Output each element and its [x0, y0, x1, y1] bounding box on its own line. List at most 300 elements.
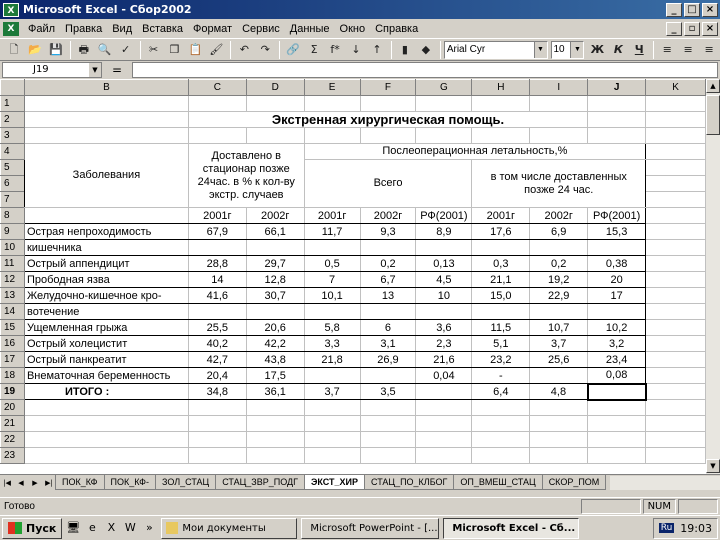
empty-cell[interactable]: [530, 448, 588, 464]
data-cell[interactable]: [304, 368, 360, 384]
chevron-down-icon[interactable]: ▼: [570, 42, 583, 58]
empty-cell[interactable]: [360, 400, 416, 416]
data-cell[interactable]: [304, 240, 360, 256]
column-header[interactable]: D: [246, 80, 304, 96]
data-cell[interactable]: 0,2: [530, 256, 588, 272]
data-cell[interactable]: 28,8: [188, 256, 246, 272]
empty-cell[interactable]: [530, 416, 588, 432]
empty-cell[interactable]: [24, 416, 188, 432]
font-size-value: 10: [553, 43, 565, 55]
header-late[interactable]: в том числе доставленных позже 24 час.: [472, 160, 646, 208]
data-cell[interactable]: [588, 304, 646, 320]
year-header[interactable]: 2001г: [188, 208, 246, 224]
row-header[interactable]: 3: [1, 128, 25, 144]
font-name-value: Arial Cyr: [446, 43, 486, 55]
empty-cell[interactable]: [360, 416, 416, 432]
equals-button[interactable]: =: [111, 63, 123, 77]
table-row: [1, 256, 706, 272]
copy-icon[interactable]: ❐: [169, 42, 180, 56]
data-cell[interactable]: [530, 368, 588, 384]
sheet-tab[interactable]: ПОК_КФ: [55, 475, 105, 490]
last-sheet-icon[interactable]: ▶|: [45, 478, 53, 487]
new-icon[interactable]: 🗋: [9, 42, 19, 56]
underline-button[interactable]: Ч: [634, 42, 644, 56]
empty-cell[interactable]: [646, 432, 706, 448]
maximize-button[interactable]: □: [684, 3, 700, 17]
minimize-button[interactable]: _: [666, 3, 682, 17]
desktop-icon[interactable]: 🖥: [66, 521, 81, 534]
disease-name[interactable]: Ущемленная грыжа: [24, 320, 188, 336]
empty-cell[interactable]: [472, 416, 530, 432]
data-cell[interactable]: 40,2: [188, 336, 246, 352]
row-header[interactable]: 2: [1, 112, 25, 128]
total-cell[interactable]: 36,1: [246, 384, 304, 400]
data-cell[interactable]: 12,8: [246, 272, 304, 288]
sort-asc-icon[interactable]: ↓: [351, 42, 361, 56]
doc-close-button[interactable]: ×: [702, 22, 718, 36]
data-rows: [1, 224, 706, 384]
disease-name[interactable]: Острый холецистит: [24, 336, 188, 352]
italic-button[interactable]: К: [613, 42, 623, 56]
data-cell[interactable]: 0,2: [360, 256, 416, 272]
empty-cell[interactable]: [588, 448, 646, 464]
clock[interactable]: 19:03: [680, 521, 712, 535]
row-header[interactable]: 10: [1, 240, 25, 256]
windows-flag-icon: [8, 522, 22, 534]
empty-cell[interactable]: [416, 416, 472, 432]
column-header[interactable]: J: [588, 80, 646, 96]
column-header[interactable]: G: [416, 80, 472, 96]
start-label: Пуск: [26, 521, 57, 535]
menu-insert[interactable]: Вставка: [142, 22, 184, 35]
bold-button[interactable]: Ж: [590, 42, 605, 56]
sheet-tab[interactable]: СТАЦ_ПО_КЛБОГ: [364, 475, 454, 490]
sheet-tab[interactable]: СТАЦ_ЗВР_ПОДГ: [215, 475, 305, 490]
row-header[interactable]: 19: [1, 384, 25, 400]
empty-cell[interactable]: [588, 432, 646, 448]
data-cell[interactable]: [188, 304, 246, 320]
data-cell[interactable]: 0,08: [588, 368, 646, 384]
paste-icon[interactable]: 📋: [188, 42, 203, 56]
undo-icon[interactable]: ↶: [239, 42, 249, 56]
sheet-tabs-bar: [0, 474, 720, 490]
standard-toolbar: [0, 38, 720, 61]
close-button[interactable]: ×: [702, 3, 718, 17]
year-header[interactable]: 2002г: [246, 208, 304, 224]
data-cell[interactable]: [472, 304, 530, 320]
scroll-down-icon[interactable]: ▼: [706, 459, 720, 473]
data-cell[interactable]: 17: [588, 288, 646, 304]
empty-cell[interactable]: [360, 448, 416, 464]
align-left-icon[interactable]: ≡: [662, 42, 672, 56]
empty-cell[interactable]: [416, 448, 472, 464]
ie-icon[interactable]: e: [88, 521, 96, 534]
menu-tools[interactable]: Сервис: [242, 22, 280, 35]
year-header[interactable]: 2001г: [472, 208, 530, 224]
empty-cell[interactable]: [246, 400, 304, 416]
preview-icon[interactable]: 🔍: [97, 42, 112, 56]
function-icon[interactable]: f*: [330, 42, 340, 56]
disease-name[interactable]: вотечение: [24, 304, 188, 320]
print-icon[interactable]: 🖶: [78, 42, 89, 56]
empty-cell[interactable]: [304, 448, 360, 464]
data-cell[interactable]: 0,38: [588, 256, 646, 272]
empty-rows: [1, 400, 706, 464]
total-cell[interactable]: [416, 384, 472, 400]
column-header[interactable]: C: [188, 80, 246, 96]
row-header[interactable]: 14: [1, 304, 25, 320]
empty-cell[interactable]: [246, 416, 304, 432]
sum-icon[interactable]: Σ: [310, 42, 318, 56]
empty-cell[interactable]: [246, 432, 304, 448]
status-text: Готово: [4, 501, 35, 512]
system-tray: [653, 518, 718, 539]
start-button[interactable]: [2, 518, 62, 539]
data-cell[interactable]: 6: [360, 320, 416, 336]
total-cell[interactable]: 34,8: [188, 384, 246, 400]
empty-cell[interactable]: [360, 432, 416, 448]
header-delivered[interactable]: Доставлено в стационар позже 24час. в % к кол-ву экстр. случаев: [188, 144, 304, 208]
table-row: [1, 288, 706, 304]
formula-bar: [0, 61, 720, 79]
data-cell[interactable]: 14: [188, 272, 246, 288]
data-cell[interactable]: 42,2: [246, 336, 304, 352]
empty-cell[interactable]: [188, 400, 246, 416]
data-cell[interactable]: 26,9: [360, 352, 416, 368]
data-cell[interactable]: 22,9: [530, 288, 588, 304]
data-cell[interactable]: 17,5: [246, 368, 304, 384]
taskbar-powerpoint[interactable]: [301, 518, 439, 539]
data-cell[interactable]: 17,6: [472, 224, 530, 240]
data-cell[interactable]: 13: [360, 288, 416, 304]
row-header[interactable]: 8: [1, 208, 25, 224]
empty-cell[interactable]: [188, 448, 246, 464]
menu-file[interactable]: Файл: [28, 22, 56, 35]
sheet-tabs: [56, 475, 606, 490]
data-cell[interactable]: 6,7: [360, 272, 416, 288]
column-header[interactable]: H: [472, 80, 530, 96]
window-title: Microsoft Excel - Сбор2002: [23, 3, 192, 16]
empty-cell[interactable]: [646, 448, 706, 464]
table-row: [1, 272, 706, 288]
menu-window[interactable]: Окно: [339, 22, 366, 35]
data-cell[interactable]: [416, 240, 472, 256]
disease-name[interactable]: кишечника: [24, 240, 188, 256]
data-cell[interactable]: [246, 304, 304, 320]
name-box-value: J19: [33, 64, 49, 75]
data-cell[interactable]: [416, 304, 472, 320]
data-cell[interactable]: 43,8: [246, 352, 304, 368]
row-header[interactable]: 16: [1, 336, 25, 352]
disease-name[interactable]: Острый аппендицит: [24, 256, 188, 272]
formula-input[interactable]: [132, 62, 718, 78]
column-header[interactable]: B: [24, 80, 188, 96]
menu-bar: [0, 19, 720, 38]
row-header[interactable]: 4: [1, 144, 25, 160]
data-cell[interactable]: 3,3: [304, 336, 360, 352]
first-sheet-icon[interactable]: |◀: [3, 478, 11, 487]
row-header[interactable]: 17: [1, 352, 25, 368]
doc-restore-button[interactable]: ▫: [684, 22, 700, 36]
empty-cell[interactable]: [646, 416, 706, 432]
table-row: [1, 352, 706, 368]
row-header[interactable]: 18: [1, 368, 25, 384]
data-cell[interactable]: 20,6: [246, 320, 304, 336]
scroll-thumb[interactable]: [706, 95, 720, 135]
worksheet-grid[interactable]: [0, 79, 706, 474]
empty-cell[interactable]: [24, 432, 188, 448]
table-row: [1, 368, 706, 384]
empty-cell[interactable]: [472, 432, 530, 448]
data-cell[interactable]: 3,2: [588, 336, 646, 352]
data-cell[interactable]: 25,6: [530, 352, 588, 368]
data-cell[interactable]: 15,0: [472, 288, 530, 304]
data-cell[interactable]: 0,13: [416, 256, 472, 272]
row-header[interactable]: 11: [1, 256, 25, 272]
folder-icon: [166, 522, 178, 534]
taskbar-button-label: Мои документы: [182, 522, 266, 534]
column-header[interactable]: K: [646, 80, 706, 96]
disease-name[interactable]: Прободная язва: [24, 272, 188, 288]
horizontal-scrollbar[interactable]: [610, 476, 720, 490]
data-cell[interactable]: [360, 304, 416, 320]
row-header[interactable]: 22: [1, 432, 25, 448]
data-cell[interactable]: 21,1: [472, 272, 530, 288]
empty-cell[interactable]: [646, 400, 706, 416]
menu-help[interactable]: Справка: [375, 22, 419, 35]
data-cell[interactable]: [246, 240, 304, 256]
row-header[interactable]: 6: [1, 176, 25, 192]
word-quicklaunch-icon[interactable]: W: [124, 521, 136, 534]
sort-desc-icon[interactable]: ↑: [372, 42, 382, 56]
sheet-tab[interactable]: ОП_ВМЕШ_СТАЦ: [453, 475, 542, 490]
data-cell[interactable]: 10,7: [530, 320, 588, 336]
selected-cell[interactable]: [588, 384, 646, 400]
align-center-icon[interactable]: ≡: [683, 42, 693, 56]
font-size-select[interactable]: [551, 41, 585, 59]
empty-cell[interactable]: [188, 416, 246, 432]
data-cell[interactable]: 10: [416, 288, 472, 304]
column-header[interactable]: F: [360, 80, 416, 96]
data-cell[interactable]: 2,3: [416, 336, 472, 352]
row-header[interactable]: 13: [1, 288, 25, 304]
table-row: [1, 224, 706, 240]
chevron-down-icon[interactable]: ▼: [534, 42, 547, 58]
data-cell[interactable]: 11,7: [304, 224, 360, 240]
menu-data[interactable]: Данные: [289, 22, 330, 35]
data-cell[interactable]: 5,8: [304, 320, 360, 336]
column-header[interactable]: E: [304, 80, 360, 96]
data-cell[interactable]: 19,2: [530, 272, 588, 288]
data-cell[interactable]: 21,6: [416, 352, 472, 368]
empty-cell[interactable]: [188, 432, 246, 448]
data-cell[interactable]: 66,1: [246, 224, 304, 240]
num-lock-indicator: NUM: [643, 499, 676, 514]
save-icon[interactable]: 💾: [48, 42, 63, 56]
sheet-tab[interactable]: ЗОЛ_СТАЦ: [155, 475, 216, 490]
data-cell[interactable]: 3,1: [360, 336, 416, 352]
empty-cell[interactable]: [472, 448, 530, 464]
empty-cell[interactable]: [588, 400, 646, 416]
taskbar-my-documents[interactable]: [161, 518, 297, 539]
data-cell[interactable]: 67,9: [188, 224, 246, 240]
data-cell[interactable]: 20,4: [188, 368, 246, 384]
data-cell[interactable]: 15,3: [588, 224, 646, 240]
empty-cell[interactable]: [588, 416, 646, 432]
menu-view[interactable]: Вид: [112, 22, 133, 35]
data-cell[interactable]: 5,1: [472, 336, 530, 352]
chevron-right-icon[interactable]: »: [146, 521, 153, 534]
empty-cell[interactable]: [304, 416, 360, 432]
font-name-select[interactable]: [444, 41, 548, 59]
table-row: [1, 304, 706, 320]
format-painter-icon[interactable]: 🖌: [209, 42, 224, 56]
total-label[interactable]: ИТОГО :: [24, 384, 188, 400]
sheet-title[interactable]: Экстренная хирургическая помощь.: [188, 112, 587, 128]
sheet-tab[interactable]: ЭКСТ_ХИР: [304, 475, 365, 490]
data-cell[interactable]: 3,7: [530, 336, 588, 352]
table-row: [1, 320, 706, 336]
data-cell[interactable]: 0,5: [304, 256, 360, 272]
redo-icon[interactable]: ↷: [260, 42, 270, 56]
year-header[interactable]: 2002г: [530, 208, 588, 224]
row-header[interactable]: 7: [1, 192, 25, 208]
data-cell[interactable]: 25,5: [188, 320, 246, 336]
data-cell[interactable]: 3,6: [416, 320, 472, 336]
taskbar: [0, 515, 720, 540]
empty-cell[interactable]: [246, 448, 304, 464]
data-cell[interactable]: 20: [588, 272, 646, 288]
scroll-up-icon[interactable]: ▲: [706, 79, 720, 93]
taskbar-button-label: Microsoft Excel - Сб...: [452, 522, 576, 534]
prev-sheet-icon[interactable]: ◀: [18, 478, 24, 487]
data-cell[interactable]: 0,3: [472, 256, 530, 272]
empty-cell[interactable]: [304, 400, 360, 416]
empty-cell[interactable]: [24, 400, 188, 416]
data-cell[interactable]: 30,7: [246, 288, 304, 304]
data-cell[interactable]: 4,5: [416, 272, 472, 288]
data-cell[interactable]: [472, 240, 530, 256]
total-cell[interactable]: 3,7: [304, 384, 360, 400]
data-cell[interactable]: 6,9: [530, 224, 588, 240]
table-row: [1, 240, 706, 256]
year-header[interactable]: РФ(2001): [588, 208, 646, 224]
data-cell[interactable]: [304, 304, 360, 320]
table-row: [1, 336, 706, 352]
year-header[interactable]: 2001г: [304, 208, 360, 224]
data-cell[interactable]: 41,6: [188, 288, 246, 304]
data-cell[interactable]: 9,3: [360, 224, 416, 240]
data-cell[interactable]: [588, 240, 646, 256]
data-cell[interactable]: 42,7: [188, 352, 246, 368]
empty-cell[interactable]: [304, 432, 360, 448]
open-icon[interactable]: 📂: [28, 42, 42, 56]
data-cell[interactable]: 10,2: [588, 320, 646, 336]
header-mortality[interactable]: Послеоперационная летальность,%: [304, 144, 645, 160]
select-all-corner[interactable]: [1, 80, 25, 96]
next-sheet-icon[interactable]: ▶: [32, 478, 38, 487]
data-cell[interactable]: [360, 240, 416, 256]
row-header[interactable]: 12: [1, 272, 25, 288]
language-indicator[interactable]: Ru: [660, 523, 673, 533]
empty-cell[interactable]: [416, 432, 472, 448]
data-cell[interactable]: 0,04: [416, 368, 472, 384]
chart-wizard-icon[interactable]: ▮: [401, 42, 408, 56]
data-cell[interactable]: 11,5: [472, 320, 530, 336]
cut-icon[interactable]: ✂: [148, 42, 159, 56]
workbook-icon[interactable]: X: [3, 22, 19, 36]
status-bar: [0, 497, 720, 515]
name-box[interactable]: [2, 62, 102, 78]
spelling-icon[interactable]: ✓: [121, 42, 131, 56]
year-header[interactable]: 2002г: [360, 208, 416, 224]
data-cell[interactable]: -: [472, 368, 530, 384]
disease-name[interactable]: Внематочная беременность: [24, 368, 188, 384]
spreadsheet-table: [0, 79, 706, 464]
data-cell[interactable]: [530, 240, 588, 256]
excel-icon[interactable]: X: [3, 3, 19, 17]
align-right-icon[interactable]: ≡: [704, 42, 714, 56]
disease-name[interactable]: Желудочно-кишечное кро-: [24, 288, 188, 304]
data-cell[interactable]: 23,4: [588, 352, 646, 368]
menu-edit[interactable]: Правка: [65, 22, 103, 35]
header-disease[interactable]: Заболевания: [24, 144, 188, 208]
empty-cell[interactable]: [530, 432, 588, 448]
empty-cell[interactable]: [24, 448, 188, 464]
drawing-icon[interactable]: ◆: [421, 42, 431, 56]
row-header[interactable]: 9: [1, 224, 25, 240]
row-header[interactable]: 5: [1, 160, 25, 176]
row-header[interactable]: 21: [1, 416, 25, 432]
doc-minimize-button[interactable]: _: [666, 22, 682, 36]
data-cell[interactable]: 7: [304, 272, 360, 288]
hyperlink-icon[interactable]: 🔗: [286, 42, 301, 56]
data-cell[interactable]: [188, 240, 246, 256]
column-header[interactable]: I: [530, 80, 588, 96]
header-total[interactable]: Всего: [304, 160, 472, 208]
data-cell[interactable]: 8,9: [416, 224, 472, 240]
vertical-scrollbar[interactable]: [706, 79, 720, 474]
data-cell[interactable]: [360, 368, 416, 384]
total-cell[interactable]: 4,8: [530, 384, 588, 400]
taskbar-excel[interactable]: [443, 518, 579, 539]
data-cell[interactable]: 21,8: [304, 352, 360, 368]
empty-cell[interactable]: [472, 400, 530, 416]
data-cell[interactable]: 29,7: [246, 256, 304, 272]
data-cell[interactable]: 10,1: [304, 288, 360, 304]
year-header[interactable]: РФ(2001): [416, 208, 472, 224]
total-cell[interactable]: 3,5: [360, 384, 416, 400]
data-cell[interactable]: 23,2: [472, 352, 530, 368]
row-header[interactable]: 23: [1, 448, 25, 464]
menu-format[interactable]: Формат: [193, 22, 233, 35]
disease-name[interactable]: Острый панкреатит: [24, 352, 188, 368]
row-header[interactable]: 1: [1, 96, 25, 112]
excel-quicklaunch-icon[interactable]: X: [107, 521, 116, 534]
sheet-tab[interactable]: СКОР_ПОМ: [542, 475, 607, 490]
data-cell[interactable]: [530, 304, 588, 320]
empty-cell[interactable]: [416, 400, 472, 416]
chevron-down-icon[interactable]: ▼: [89, 63, 101, 77]
disease-name[interactable]: Острая непроходимость: [24, 224, 188, 240]
row-header[interactable]: 20: [1, 400, 25, 416]
row-header[interactable]: 15: [1, 320, 25, 336]
taskbar-button-label: Microsoft PowerPoint - [...: [310, 522, 438, 534]
empty-cell[interactable]: [530, 400, 588, 416]
sheet-tab[interactable]: ПОК_КФ-: [104, 475, 157, 490]
total-cell[interactable]: 6,4: [472, 384, 530, 400]
title-bar: [0, 0, 720, 19]
